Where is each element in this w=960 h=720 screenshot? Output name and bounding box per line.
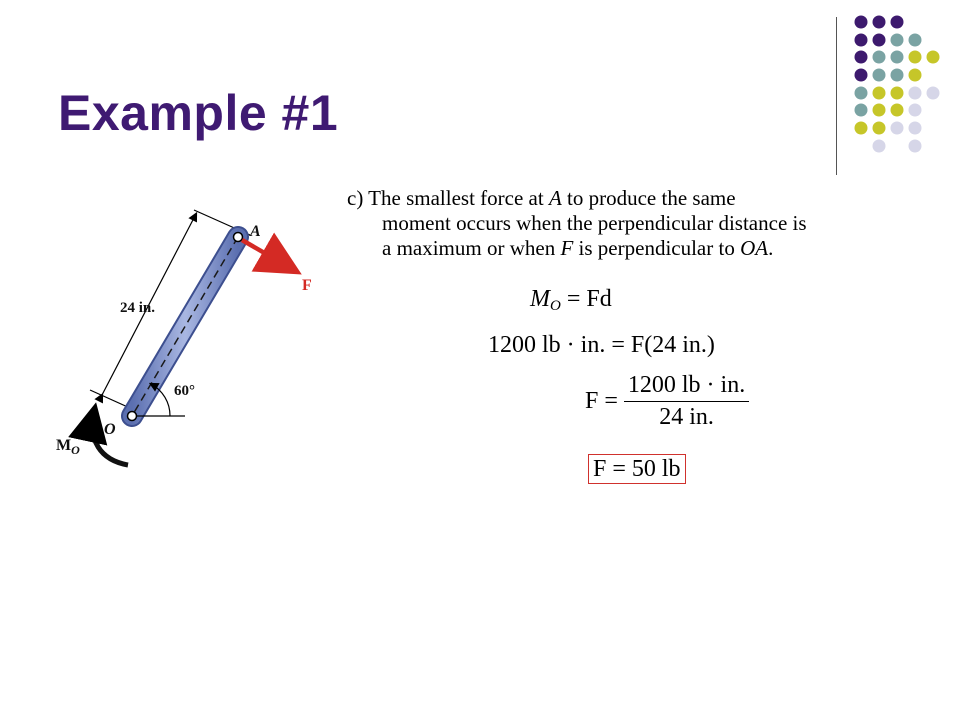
dot-row-4 bbox=[855, 69, 922, 82]
paragraph-line-1: c) The smallest force at A to produce the same bbox=[347, 186, 736, 210]
dot-row-6 bbox=[855, 104, 922, 117]
answer-box: F = 50 lb bbox=[588, 456, 686, 483]
equation-solve-force: F = $\frac{1200 lb \cdot in.}{24 in.}$ bbox=[585, 372, 749, 431]
dot-row-1 bbox=[855, 16, 904, 29]
lever-diagram bbox=[50, 190, 330, 470]
label-O: O bbox=[104, 421, 116, 438]
label-moment: $M_O$ bbox=[56, 437, 80, 457]
label-angle: 60° bbox=[174, 383, 195, 399]
dot-row-7 bbox=[855, 122, 922, 135]
dot-row-3 bbox=[855, 51, 940, 64]
paragraph-line-3: a maximum or when F is perpendicular to OA. bbox=[382, 236, 774, 260]
dot-row-2 bbox=[855, 34, 922, 47]
label-A: A bbox=[250, 223, 261, 240]
equation-moment-definition: $M_O = Fd$ bbox=[530, 286, 612, 314]
force-arrow bbox=[242, 240, 294, 270]
vertical-divider bbox=[836, 17, 837, 175]
slide-title: Example #1 bbox=[58, 85, 339, 141]
dot-row-5 bbox=[855, 87, 940, 100]
paragraph-line-2: moment occurs when the perpendicular distance is bbox=[382, 211, 807, 235]
explanation-paragraph bbox=[347, 186, 937, 261]
label-F: F bbox=[302, 277, 312, 294]
label-length: 24 in. bbox=[120, 300, 156, 316]
dot-row-8 bbox=[873, 140, 922, 153]
equation-substitution: 1200 lb · in. = F(24 in.) bbox=[488, 332, 715, 358]
